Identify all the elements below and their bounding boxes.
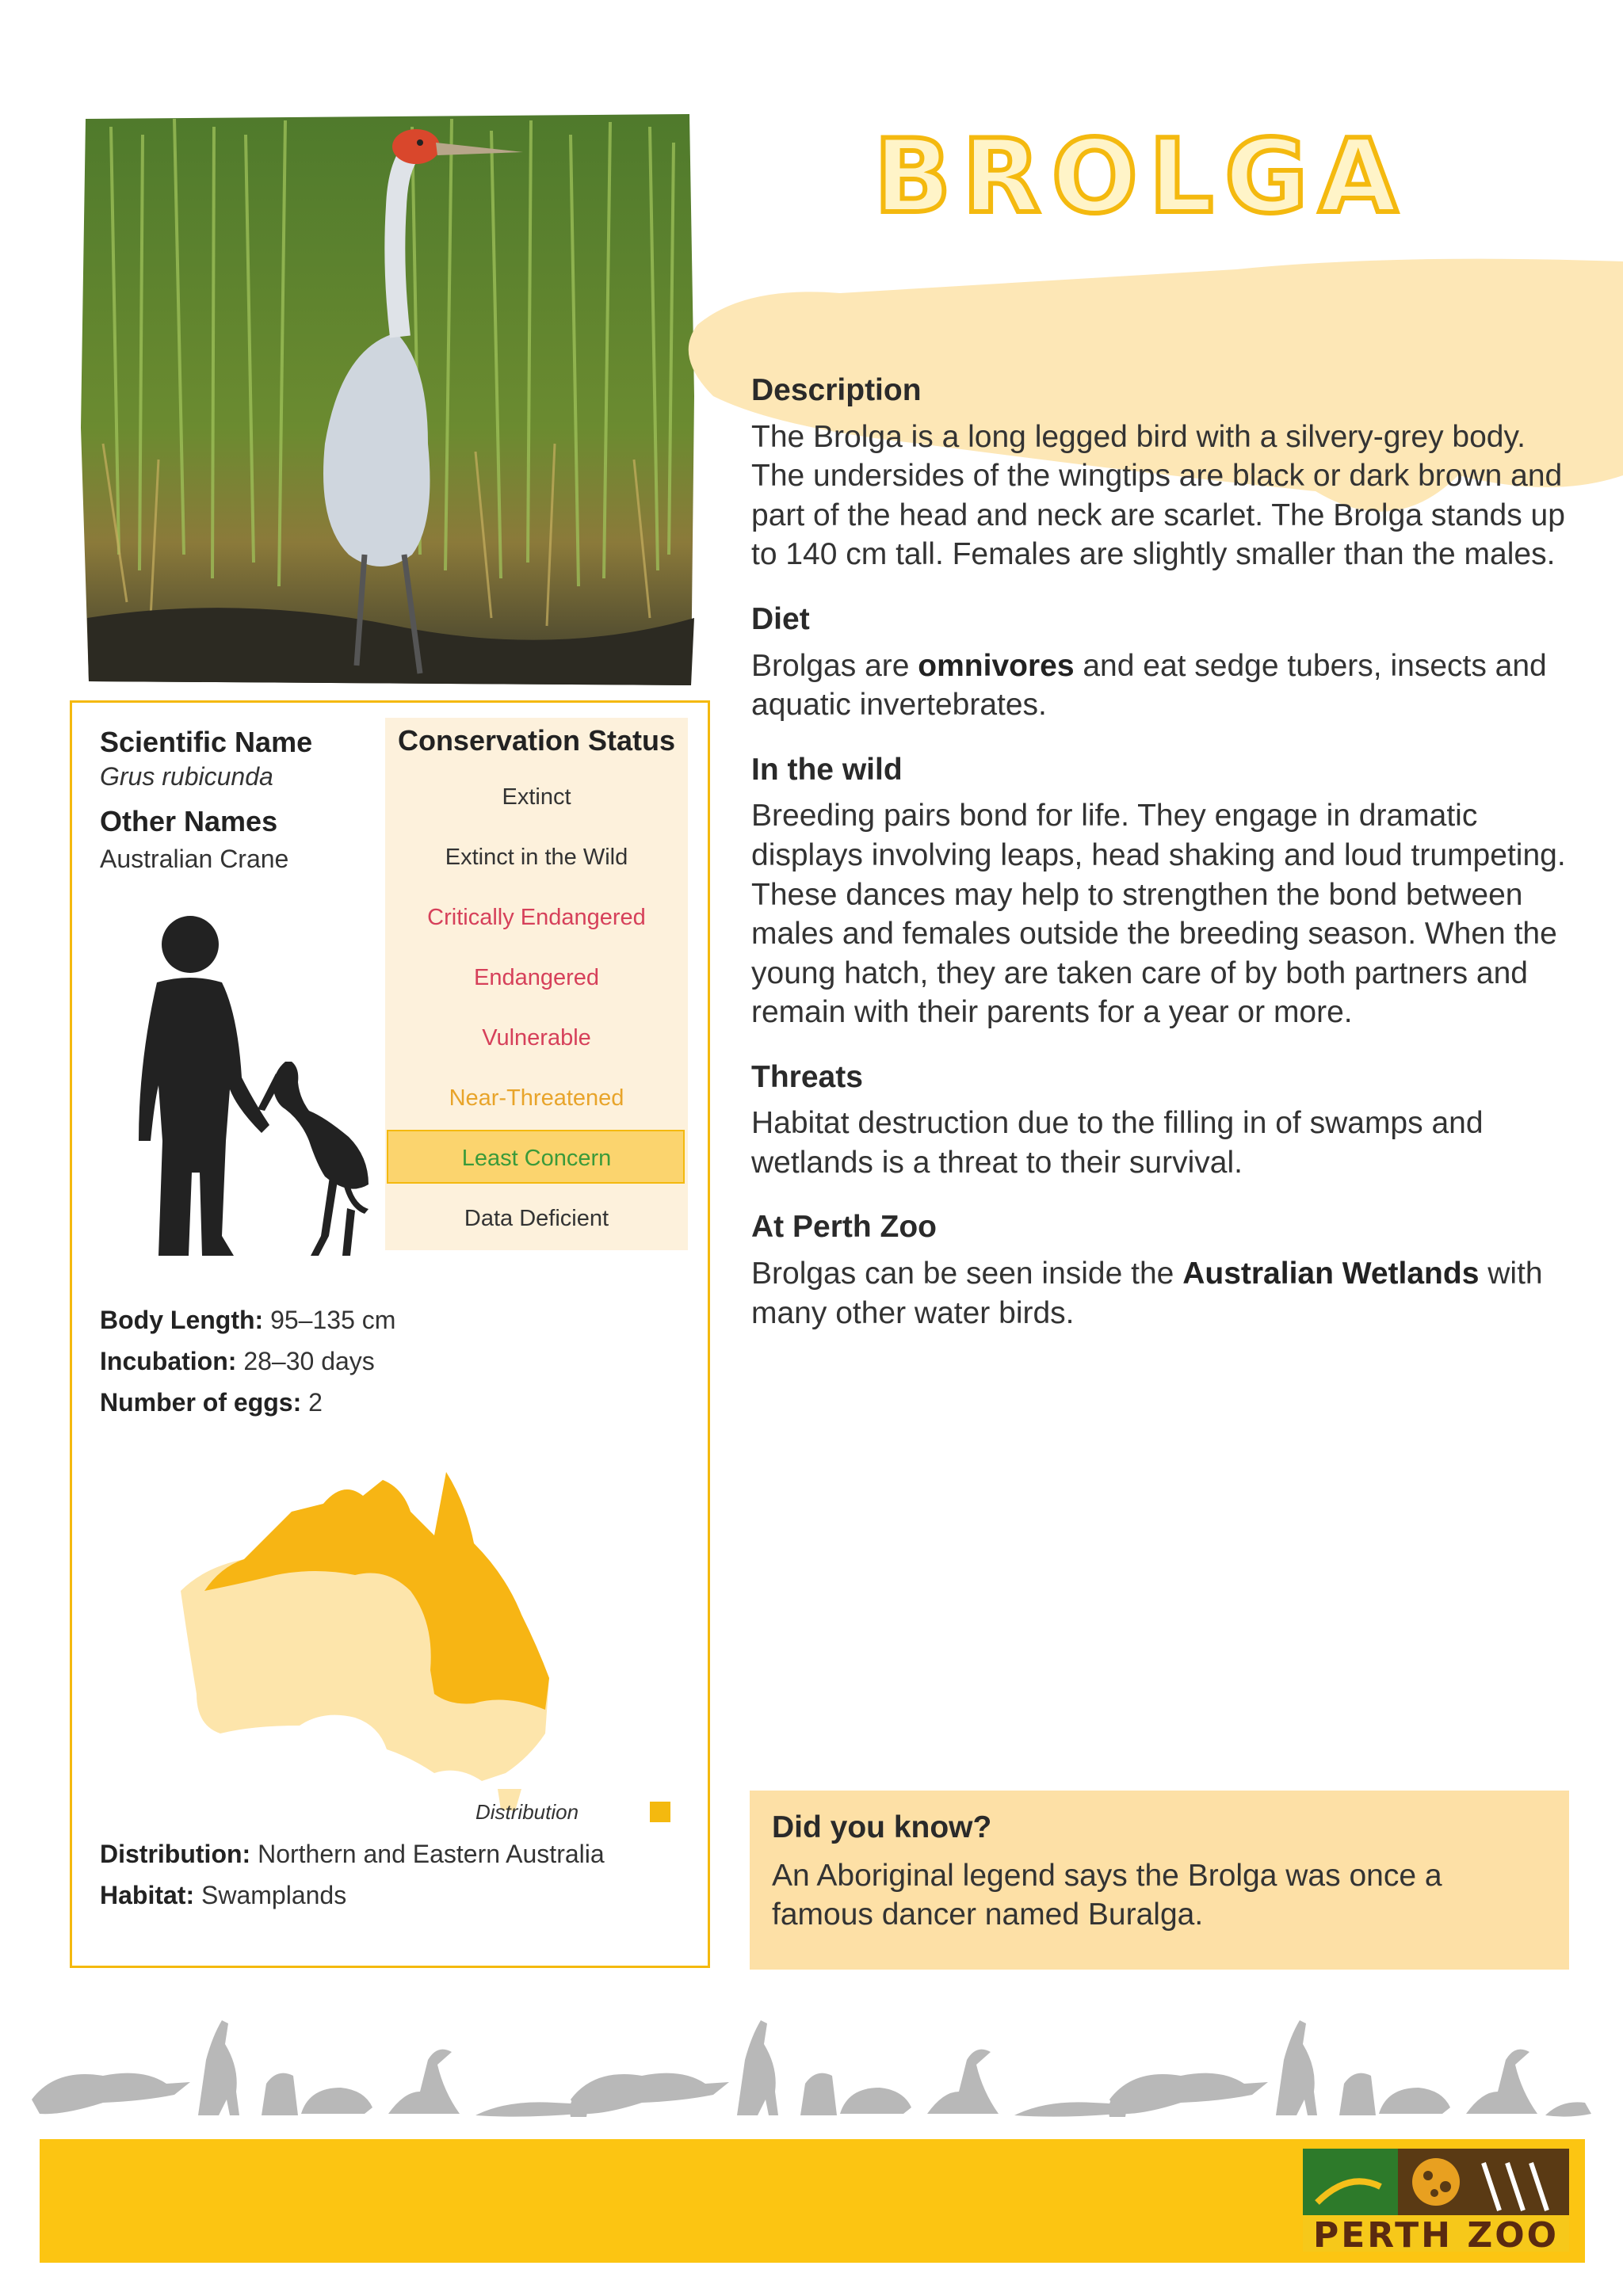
brolga-photo	[79, 111, 697, 689]
number-of-eggs: Number of eggs: 2	[100, 1388, 323, 1417]
conservation-status-item: Near-Threatened	[449, 1085, 624, 1111]
zoo-heading: At Perth Zoo	[751, 1210, 937, 1245]
conservation-status-item: Vulnerable	[482, 1025, 591, 1051]
conservation-title: Conservation Status	[397, 724, 676, 757]
other-names: Australian Crane	[100, 845, 289, 873]
body-length: Body Length: 95–135 cm	[100, 1306, 396, 1334]
incubation: Incubation: 28–30 days	[100, 1347, 375, 1375]
logo-text: PERTH ZOO	[1312, 2215, 1560, 2256]
description-heading: Description	[751, 373, 922, 407]
content-column	[751, 372, 1568, 1360]
did-you-know-box	[750, 1791, 1569, 1970]
map-legend-swatch	[650, 1802, 670, 1822]
conservation-status-item: Endangered	[473, 965, 600, 990]
zoo-text: Brolgas can be seen inside the Australian Wetlands with many other water birds.	[751, 1257, 1543, 1330]
habitat: Habitat: Swamplands	[100, 1881, 347, 1909]
wild-heading: In the wild	[751, 752, 903, 787]
distribution: Distribution: Northern and Eastern Australia	[100, 1840, 605, 1868]
description-text: The Brolga is a long legged bird with a silvery-grey body. The undersides of the wingtips are black or dark brown and part of the head and neck are scarlet. The Brolga stands up to 140 cm tall. Females are slightly smaller than the males.	[751, 419, 1565, 572]
animal-silhouettes-frieze	[32, 2012, 1593, 2131]
threats-text: Habitat destruction due to the filling in of swamps and wetlands is a threat to their survival.	[751, 1106, 1484, 1180]
scientific-name: Grus rubicunda	[100, 762, 273, 791]
conservation-status-item: Extinct in the Wild	[445, 845, 628, 870]
conservation-status-item: Critically Endangered	[427, 905, 646, 930]
conservation-status-item: Least Concern	[461, 1146, 612, 1171]
distribution-map	[173, 1456, 569, 1813]
did-you-know-heading: Did you know?	[772, 1810, 992, 1844]
size-comparison-icon	[95, 903, 380, 1268]
threats-heading: Threats	[751, 1059, 863, 1094]
wild-text: Breeding pairs bond for life. They engage in dramatic displays involving leaps, head shaking and loud trumpeting. These dances may help to strengthen the bond between males and females outside the breeding season. When the young hatch, they are taken care of by both partners and remain with their parents for a year or more.	[751, 799, 1566, 1030]
page-title: BROLGA	[873, 118, 1409, 236]
scientific-name-label: Scientific Name	[100, 726, 313, 758]
conservation-status-item: Extinct	[502, 784, 571, 810]
other-names-label: Other Names	[100, 805, 278, 837]
map-legend-label: Distribution	[475, 1800, 579, 1824]
conservation-status-item: Data Deficient	[464, 1206, 609, 1231]
diet-text: Brolgas are omnivores and eat sedge tubers, insects and aquatic invertebrates.	[751, 648, 1547, 723]
diet-heading: Diet	[751, 601, 810, 636]
did-you-know-text: An Aboriginal legend says the Brolga was once a famous dancer named Buralga.	[772, 1858, 1442, 1932]
